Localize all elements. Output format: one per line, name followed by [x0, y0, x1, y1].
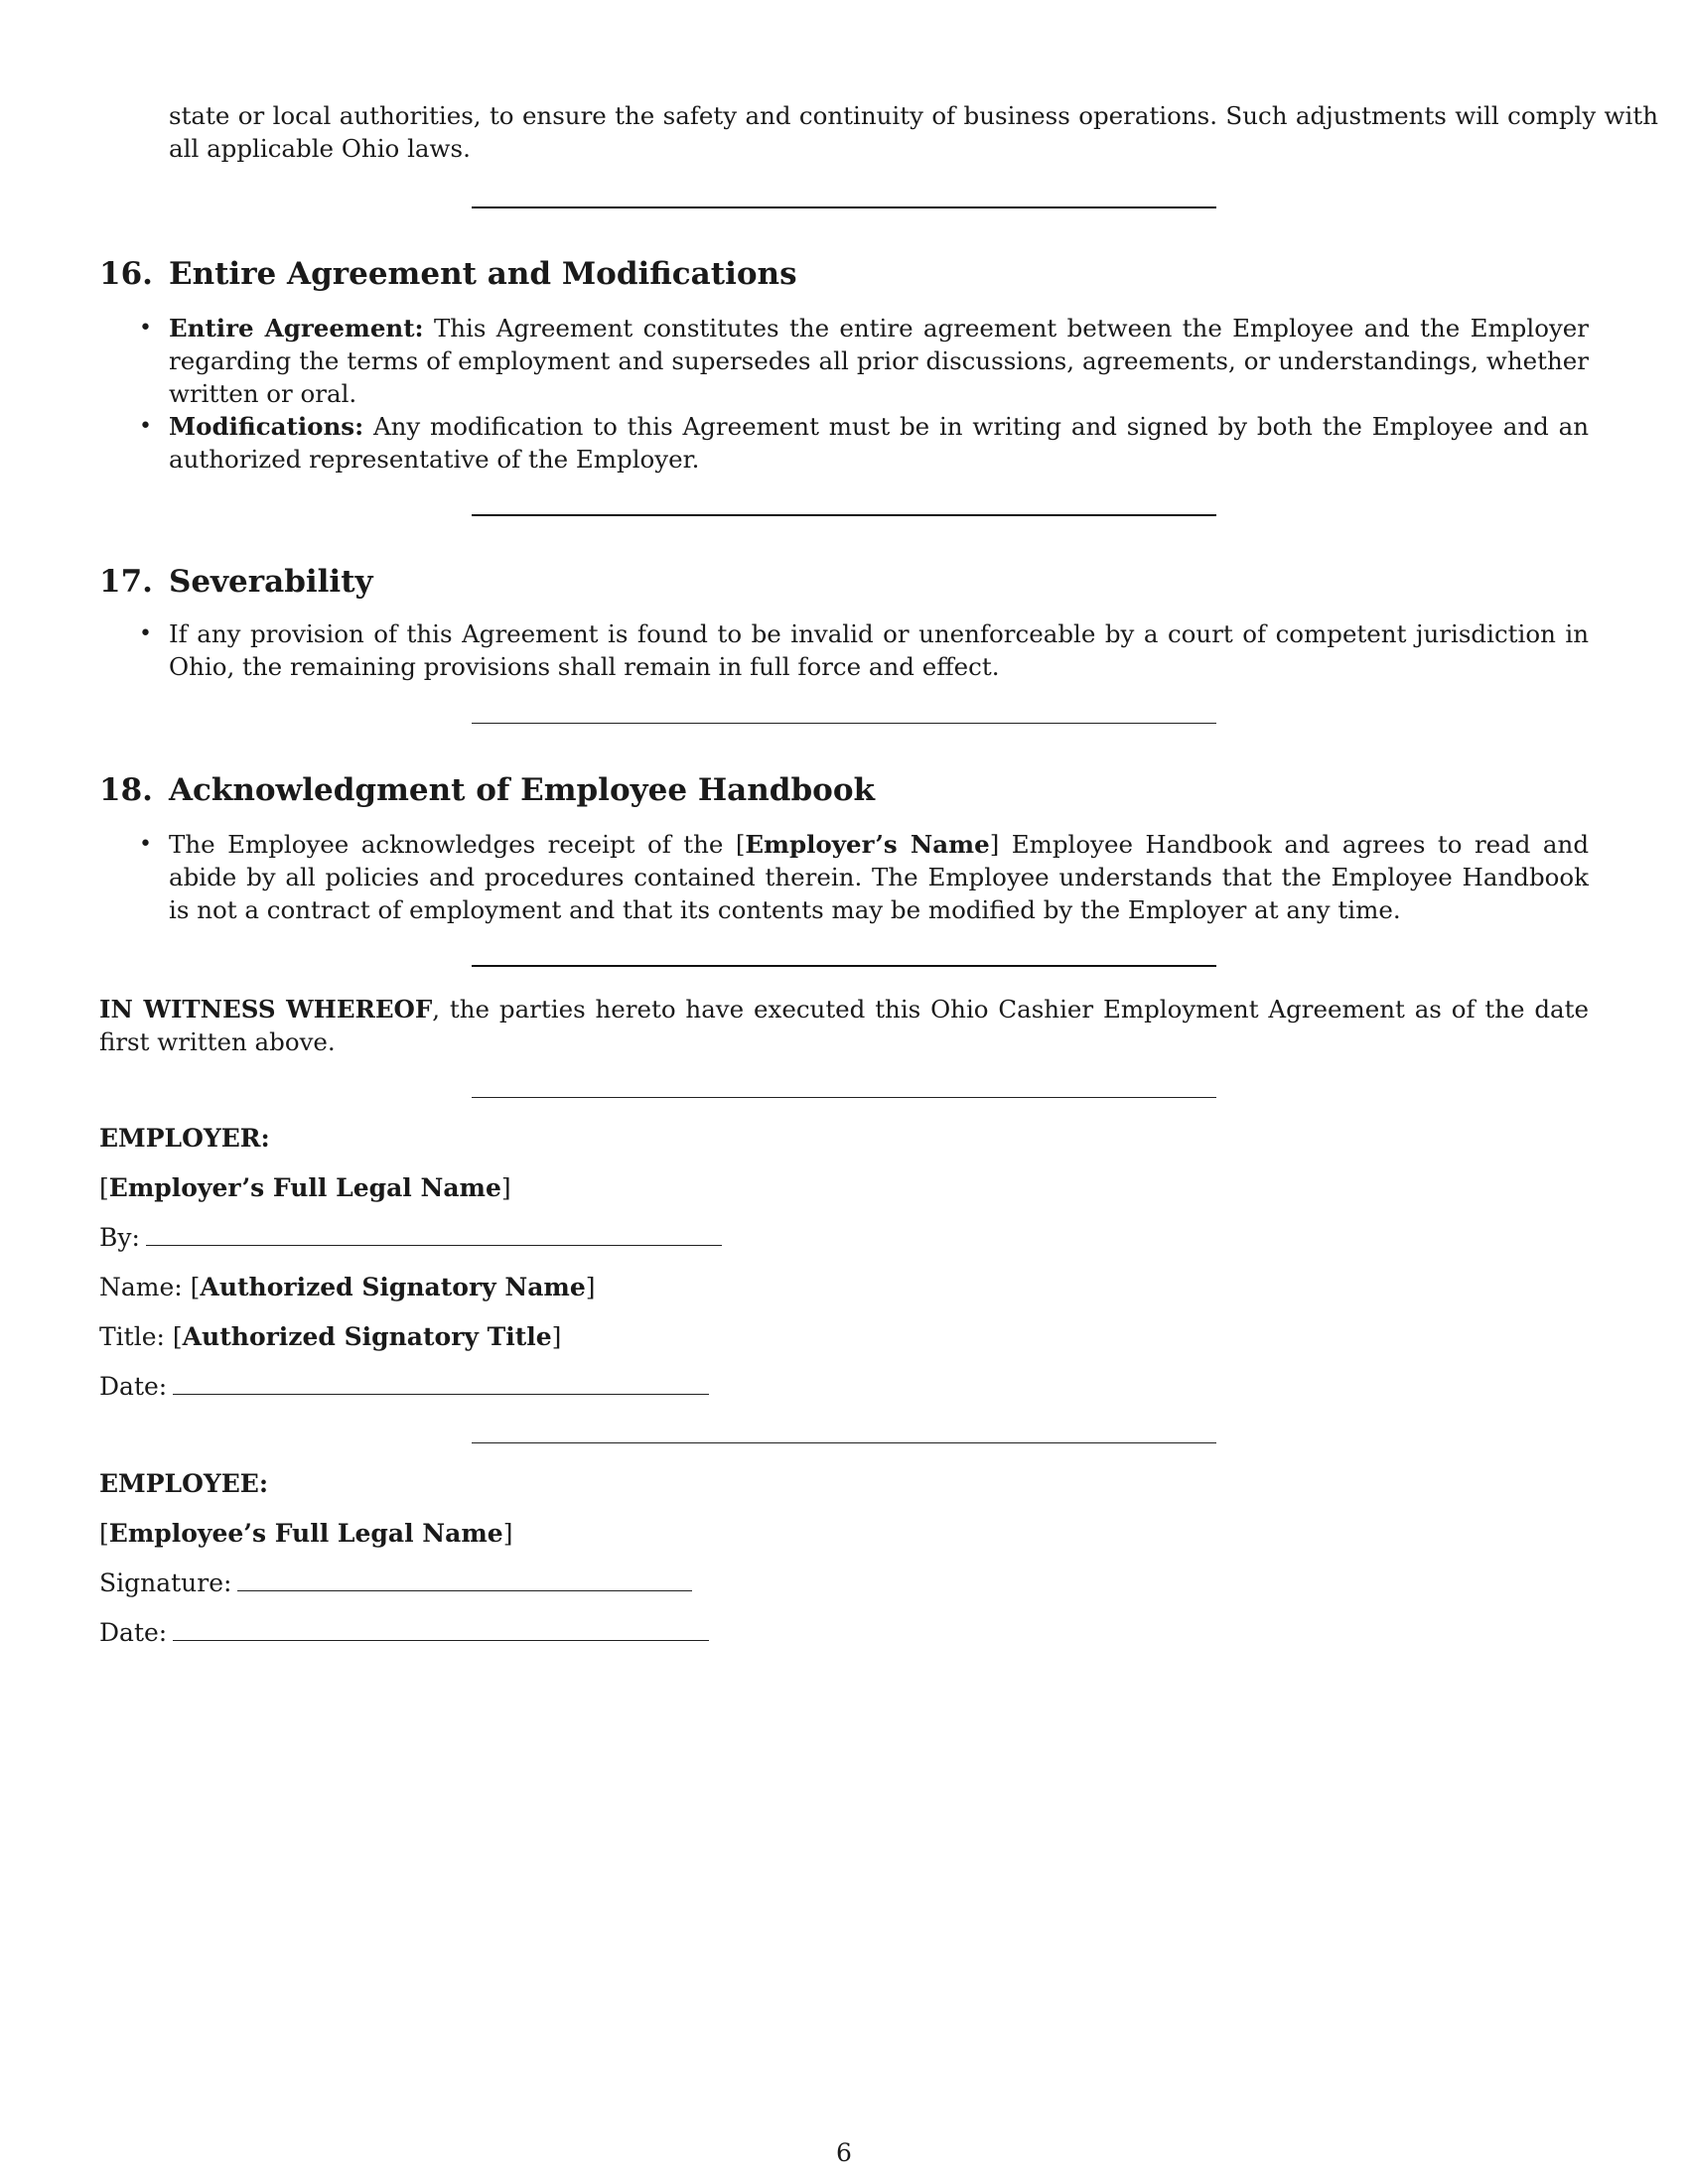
- section-16-heading: 16. Entire Agreement and Modifications: [99, 256, 797, 292]
- section-18-heading: 18. Acknowledgment of Employee Handbook: [99, 772, 875, 808]
- section-divider: [472, 1097, 1216, 1098]
- employer-legal-name: [Employer’s Full Legal Name]: [99, 1173, 511, 1202]
- employer-name-placeholder: Employer’s Name: [745, 830, 990, 859]
- section-16-list: [99, 312, 1589, 476]
- list-item: • If any provision of this Agreement is found to be invalid or unenforceable by a court of competent jurisdiction in Ohio, the remaining provisions shall remain in full force and effect.: [139, 619, 1589, 681]
- section-divider: [472, 965, 1216, 967]
- bullet-icon: •: [139, 414, 152, 439]
- employer-date-line[interactable]: [173, 1372, 709, 1395]
- employee-date-row: Date:: [99, 1616, 709, 1650]
- employee-date-line[interactable]: [173, 1618, 709, 1641]
- employee-heading: EMPLOYEE:: [99, 1469, 269, 1498]
- section-divider: [472, 723, 1216, 724]
- intro-paragraph: state or local authorities, to ensure the safety and continuity of business operations. Such adjustments will comply with all applicable Ohio laws.: [169, 101, 1658, 163]
- list-item: • Entire Agreement: This Agreement constitutes the entire agreement between the Employee and the Employer regarding the terms of employment and supersedes all prior discussions, agreements, or understandings, whether written or oral.: [139, 314, 1590, 408]
- page-number: 6: [836, 2138, 852, 2167]
- section-divider: [472, 514, 1216, 516]
- employer-by-row: By:: [99, 1221, 722, 1255]
- bullet-icon: •: [139, 316, 152, 341]
- list-item: • Modifications: Any modification to this Agreement must be in writing and signed by both the Employee and an authorized representative of the Employer.: [139, 412, 1589, 474]
- section-17-list: [99, 617, 1589, 683]
- employee-signature-row: Signature:: [99, 1567, 709, 1600]
- employee-signature-block: [99, 1467, 709, 1650]
- section-18-list: [99, 828, 1589, 926]
- employer-title-row: Title: [Authorized Signatory Title]: [99, 1322, 562, 1351]
- bullet-icon: •: [139, 832, 152, 857]
- employee-legal-name: [Employee’s Full Legal Name]: [99, 1519, 513, 1548]
- employer-date-row: Date:: [99, 1370, 722, 1404]
- list-item: • The Employee acknowledges receipt of the [Employer’s Name] Employee Handbook and agrees to read and abide by all policies and procedures contained therein. The Employee understands that the Employee Handbook is not a contract of employment and that its contents may be modified by the Employer at any time.: [139, 830, 1590, 924]
- bullet-icon: •: [139, 621, 152, 646]
- employer-name-row: Name: [Authorized Signatory Name]: [99, 1273, 596, 1301]
- employer-heading: EMPLOYER:: [99, 1124, 270, 1153]
- section-divider: [472, 1442, 1216, 1443]
- section-17-heading: 17. Severability: [99, 564, 373, 600]
- section-divider: [472, 206, 1216, 208]
- employer-signature-line[interactable]: [146, 1223, 722, 1246]
- employer-signature-block: [99, 1122, 722, 1404]
- employee-signature-line[interactable]: [237, 1569, 692, 1591]
- witness-paragraph: IN WITNESS WHEREOF, the parties hereto have executed this Ohio Cashier Employment Agreement as of the date first written above.: [99, 995, 1589, 1056]
